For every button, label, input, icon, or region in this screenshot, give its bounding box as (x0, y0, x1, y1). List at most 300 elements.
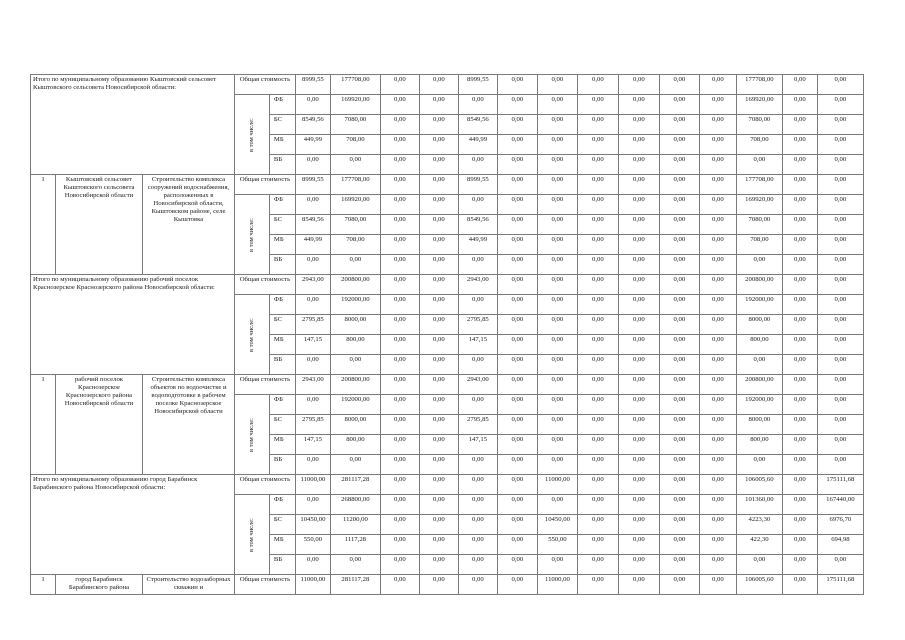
value-cell: 0,00 (577, 295, 618, 315)
value-cell: 0,00 (577, 155, 618, 175)
value-cell: 0,00 (817, 375, 863, 395)
value-cell: 0,00 (458, 535, 497, 555)
value-cell: 0,00 (618, 215, 659, 235)
total-cost-label: Общая стоимость (235, 275, 296, 295)
fund-type: БС (269, 415, 295, 435)
value-cell: 0,00 (618, 415, 659, 435)
value-cell: 0,00 (577, 275, 618, 295)
value-cell: 0,00 (659, 155, 699, 175)
value-cell: 0,00 (497, 315, 537, 335)
value-cell: 0,00 (380, 195, 419, 215)
municipality-name: Кыштовский сельсовет Кыштовского сельсовета Новосибирской области (56, 175, 143, 275)
value-cell: 0,00 (380, 515, 419, 535)
fund-type: ВБ (269, 555, 295, 575)
value-cell: 0,00 (618, 455, 659, 475)
value-cell: 0,00 (817, 195, 863, 215)
value-cell: 0,00 (659, 175, 699, 195)
value-cell: 101360,00 (736, 495, 782, 515)
municipality-name: рабочий поселок Краснозерское Краснозерского района Новосибирской области (56, 375, 143, 475)
value-cell: 0,00 (497, 135, 537, 155)
value-cell: 0,00 (577, 395, 618, 415)
value-cell: 800,00 (736, 435, 782, 455)
value-cell: 147,15 (458, 335, 497, 355)
value-cell: 200800,00 (330, 275, 380, 295)
value-cell: 192000,00 (736, 395, 782, 415)
value-cell: 0,00 (419, 275, 458, 295)
value-cell: 449,99 (458, 135, 497, 155)
value-cell: 268800,00 (330, 495, 380, 515)
value-cell: 167440,00 (817, 495, 863, 515)
value-cell: 0,00 (419, 335, 458, 355)
value-cell: 0,00 (659, 75, 699, 95)
value-cell: 0,00 (419, 75, 458, 95)
value-cell: 0,00 (497, 235, 537, 255)
value-cell: 0,00 (497, 155, 537, 175)
value-cell: 0,00 (618, 515, 659, 535)
value-cell: 0,00 (817, 335, 863, 355)
fund-type: МБ (269, 235, 295, 255)
value-cell: 0,00 (817, 235, 863, 255)
value-cell: 0,00 (419, 515, 458, 535)
value-cell: 0,00 (782, 495, 817, 515)
value-cell: 0,00 (782, 575, 817, 595)
value-cell: 8549,56 (458, 115, 497, 135)
value-cell: 0,00 (537, 455, 577, 475)
value-cell: 0,00 (699, 195, 736, 215)
value-cell: 8999,55 (458, 175, 497, 195)
value-cell: 0,00 (577, 235, 618, 255)
value-cell: 0,00 (817, 255, 863, 275)
value-cell: 0,00 (330, 355, 380, 375)
value-cell: 0,00 (659, 115, 699, 135)
value-cell: 192000,00 (330, 395, 380, 415)
value-cell: 0,00 (659, 375, 699, 395)
value-cell: 0,00 (782, 555, 817, 575)
row-number: 1 (31, 175, 56, 275)
value-cell: 0,00 (458, 195, 497, 215)
row-number: 1 (31, 375, 56, 475)
value-cell: 7080,00 (736, 215, 782, 235)
value-cell: 0,00 (295, 495, 330, 515)
value-cell: 0,00 (817, 455, 863, 475)
value-cell: 708,00 (736, 135, 782, 155)
value-cell: 0,00 (736, 255, 782, 275)
including-label: в том числе: (247, 117, 255, 152)
value-cell: 0,00 (419, 575, 458, 595)
value-cell: 0,00 (537, 155, 577, 175)
value-cell: 0,00 (537, 555, 577, 575)
value-cell: 147,15 (295, 335, 330, 355)
summary-row (31, 475, 864, 495)
value-cell: 0,00 (699, 135, 736, 155)
including-label: в том числе: (247, 217, 255, 252)
value-cell: 0,00 (699, 295, 736, 315)
value-cell: 0,00 (497, 75, 537, 95)
fund-type: ФБ (269, 295, 295, 315)
value-cell: 0,00 (537, 295, 577, 315)
value-cell: 0,00 (817, 395, 863, 415)
value-cell: 0,00 (380, 355, 419, 375)
value-cell: 8549,56 (295, 115, 330, 135)
value-cell: 2795,85 (295, 415, 330, 435)
value-cell: 0,00 (497, 255, 537, 275)
value-cell: 0,00 (295, 95, 330, 115)
value-cell: 0,00 (419, 195, 458, 215)
value-cell: 0,00 (577, 95, 618, 115)
value-cell: 11000,00 (295, 475, 330, 495)
value-cell: 175111,68 (817, 575, 863, 595)
value-cell: 449,99 (295, 135, 330, 155)
value-cell: 8999,55 (458, 75, 497, 95)
value-cell: 0,00 (782, 535, 817, 555)
total-cost-label: Общая стоимость (235, 375, 296, 395)
value-cell: 0,00 (419, 135, 458, 155)
value-cell: 0,00 (659, 435, 699, 455)
fund-type: МБ (269, 135, 295, 155)
value-cell: 11200,00 (330, 515, 380, 535)
value-cell: 177708,00 (330, 75, 380, 95)
value-cell: 11000,00 (537, 575, 577, 595)
table-row (31, 575, 864, 595)
value-cell: 8000,00 (330, 315, 380, 335)
fund-type: МБ (269, 535, 295, 555)
fund-type: ВБ (269, 455, 295, 475)
value-cell: 0,00 (295, 255, 330, 275)
value-cell: 0,00 (699, 155, 736, 175)
value-cell: 0,00 (659, 555, 699, 575)
value-cell: 0,00 (618, 535, 659, 555)
value-cell: 0,00 (577, 135, 618, 155)
value-cell: 708,00 (330, 235, 380, 255)
value-cell: 449,99 (295, 235, 330, 255)
value-cell: 0,00 (577, 335, 618, 355)
value-cell: 0,00 (659, 515, 699, 535)
value-cell: 0,00 (419, 295, 458, 315)
value-cell: 0,00 (577, 375, 618, 395)
project-description: Строительство водозаборных скважин и (143, 575, 235, 595)
value-cell: 0,00 (497, 495, 537, 515)
value-cell: 169920,00 (330, 95, 380, 115)
value-cell: 2943,00 (458, 275, 497, 295)
value-cell: 0,00 (458, 515, 497, 535)
value-cell: 0,00 (659, 415, 699, 435)
value-cell: 0,00 (618, 235, 659, 255)
value-cell: 0,00 (659, 275, 699, 295)
value-cell: 0,00 (659, 95, 699, 115)
value-cell: 0,00 (295, 355, 330, 375)
value-cell: 0,00 (497, 575, 537, 595)
value-cell: 0,00 (537, 135, 577, 155)
value-cell: 0,00 (699, 575, 736, 595)
value-cell: 169920,00 (736, 95, 782, 115)
value-cell: 0,00 (736, 355, 782, 375)
value-cell: 0,00 (817, 115, 863, 135)
value-cell: 0,00 (817, 75, 863, 95)
total-cost-label: Общая стоимость (235, 575, 296, 595)
value-cell: 0,00 (380, 395, 419, 415)
value-cell: 0,00 (699, 535, 736, 555)
value-cell: 0,00 (497, 175, 537, 195)
value-cell: 0,00 (458, 395, 497, 415)
total-cost-label: Общая стоимость (235, 75, 296, 95)
value-cell: 0,00 (659, 395, 699, 415)
value-cell: 0,00 (380, 555, 419, 575)
value-cell: 0,00 (736, 555, 782, 575)
value-cell: 0,00 (782, 215, 817, 235)
table-body (31, 75, 864, 595)
value-cell: 0,00 (782, 115, 817, 135)
value-cell: 0,00 (380, 475, 419, 495)
total-cost-label: Общая стоимость (235, 175, 296, 195)
value-cell: 0,00 (699, 415, 736, 435)
value-cell: 0,00 (537, 495, 577, 515)
value-cell: 0,00 (380, 75, 419, 95)
value-cell: 0,00 (497, 395, 537, 415)
value-cell: 0,00 (380, 535, 419, 555)
value-cell: 0,00 (497, 215, 537, 235)
value-cell: 0,00 (419, 315, 458, 335)
value-cell: 0,00 (497, 195, 537, 215)
value-cell: 0,00 (419, 375, 458, 395)
value-cell: 106005,60 (736, 475, 782, 495)
value-cell: 0,00 (577, 255, 618, 275)
value-cell: 0,00 (782, 155, 817, 175)
value-cell: 0,00 (817, 315, 863, 335)
value-cell: 0,00 (736, 455, 782, 475)
including-label: в том числе: (247, 417, 255, 452)
value-cell: 0,00 (618, 375, 659, 395)
value-cell: 0,00 (659, 235, 699, 255)
value-cell: 0,00 (537, 215, 577, 235)
value-cell: 0,00 (659, 295, 699, 315)
fund-type: БС (269, 115, 295, 135)
value-cell: 0,00 (817, 435, 863, 455)
value-cell: 0,00 (419, 495, 458, 515)
value-cell: 0,00 (380, 255, 419, 275)
value-cell: 0,00 (380, 215, 419, 235)
value-cell: 0,00 (817, 275, 863, 295)
value-cell: 0,00 (577, 475, 618, 495)
value-cell: 6976,70 (817, 515, 863, 535)
value-cell: 0,00 (380, 455, 419, 475)
value-cell: 0,00 (699, 235, 736, 255)
value-cell: 0,00 (577, 75, 618, 95)
value-cell: 0,00 (380, 295, 419, 315)
value-cell: 0,00 (699, 495, 736, 515)
value-cell: 0,00 (782, 375, 817, 395)
value-cell: 0,00 (618, 395, 659, 415)
value-cell: 0,00 (577, 555, 618, 575)
value-cell: 0,00 (497, 355, 537, 375)
including-label-cell (235, 95, 270, 175)
value-cell: 0,00 (295, 295, 330, 315)
value-cell: 0,00 (380, 495, 419, 515)
value-cell: 0,00 (782, 355, 817, 375)
value-cell: 0,00 (380, 435, 419, 455)
value-cell: 8549,56 (458, 215, 497, 235)
value-cell: 106005,60 (736, 575, 782, 595)
including-label-cell (235, 195, 270, 275)
value-cell: 8999,55 (295, 75, 330, 95)
fund-type: ВБ (269, 355, 295, 375)
value-cell: 0,00 (782, 335, 817, 355)
value-cell: 0,00 (782, 175, 817, 195)
value-cell: 800,00 (330, 335, 380, 355)
value-cell: 0,00 (659, 195, 699, 215)
value-cell: 169920,00 (330, 195, 380, 215)
value-cell: 0,00 (458, 295, 497, 315)
including-label: в том числе: (247, 517, 255, 552)
value-cell: 0,00 (330, 255, 380, 275)
value-cell: 0,00 (419, 475, 458, 495)
value-cell: 0,00 (782, 235, 817, 255)
value-cell: 0,00 (577, 215, 618, 235)
value-cell: 0,00 (618, 195, 659, 215)
value-cell: 0,00 (458, 155, 497, 175)
value-cell: 0,00 (618, 175, 659, 195)
value-cell: 0,00 (577, 195, 618, 215)
value-cell: 7080,00 (330, 215, 380, 235)
value-cell: 0,00 (295, 455, 330, 475)
value-cell: 550,00 (537, 535, 577, 555)
value-cell: 0,00 (659, 535, 699, 555)
value-cell: 0,00 (380, 415, 419, 435)
summary-row (31, 275, 864, 295)
value-cell: 0,00 (699, 355, 736, 375)
value-cell: 0,00 (699, 395, 736, 415)
value-cell: 0,00 (577, 515, 618, 535)
value-cell: 0,00 (419, 555, 458, 575)
value-cell: 0,00 (577, 455, 618, 475)
value-cell: 0,00 (458, 355, 497, 375)
value-cell: 10450,00 (537, 515, 577, 535)
value-cell: 0,00 (699, 315, 736, 335)
value-cell: 2795,85 (458, 415, 497, 435)
value-cell: 2943,00 (295, 275, 330, 295)
value-cell: 177708,00 (330, 175, 380, 195)
value-cell: 0,00 (618, 75, 659, 95)
value-cell: 0,00 (295, 195, 330, 215)
value-cell: 0,00 (699, 175, 736, 195)
value-cell: 0,00 (537, 195, 577, 215)
value-cell: 0,00 (618, 575, 659, 595)
value-cell: 0,00 (736, 155, 782, 175)
fund-type: МБ (269, 335, 295, 355)
value-cell: 200800,00 (736, 275, 782, 295)
value-cell: 0,00 (458, 575, 497, 595)
value-cell: 0,00 (537, 355, 577, 375)
value-cell: 11000,00 (295, 575, 330, 595)
value-cell: 708,00 (330, 135, 380, 155)
row-number: 1 (31, 575, 56, 595)
fund-type: БС (269, 515, 295, 535)
value-cell: 0,00 (380, 95, 419, 115)
value-cell: 0,00 (497, 555, 537, 575)
value-cell: 0,00 (380, 115, 419, 135)
value-cell: 0,00 (618, 255, 659, 275)
value-cell: 0,00 (659, 355, 699, 375)
value-cell: 0,00 (577, 415, 618, 435)
value-cell: 0,00 (618, 435, 659, 455)
project-description: Строительство комплекса объектов по водоочистке и водоподготовке в рабочем поселке Краснозерское Новосибирской области (143, 375, 235, 475)
value-cell: 0,00 (618, 115, 659, 135)
value-cell: 281117,28 (330, 475, 380, 495)
value-cell: 8000,00 (330, 415, 380, 435)
value-cell: 0,00 (817, 295, 863, 315)
value-cell: 0,00 (419, 535, 458, 555)
value-cell: 0,00 (618, 555, 659, 575)
value-cell: 0,00 (458, 255, 497, 275)
value-cell: 0,00 (817, 175, 863, 195)
value-cell: 0,00 (618, 495, 659, 515)
value-cell: 0,00 (380, 315, 419, 335)
budget-table (30, 74, 864, 595)
value-cell: 10450,00 (295, 515, 330, 535)
value-cell: 0,00 (659, 335, 699, 355)
value-cell: 0,00 (782, 255, 817, 275)
value-cell: 0,00 (782, 135, 817, 155)
value-cell: 0,00 (295, 395, 330, 415)
value-cell: 0,00 (577, 175, 618, 195)
value-cell: 694,98 (817, 535, 863, 555)
value-cell: 0,00 (419, 255, 458, 275)
value-cell: 7080,00 (736, 115, 782, 135)
value-cell: 0,00 (659, 455, 699, 475)
value-cell: 0,00 (380, 135, 419, 155)
value-cell: 0,00 (497, 275, 537, 295)
table-row (31, 375, 864, 395)
value-cell: 0,00 (419, 235, 458, 255)
value-cell: 0,00 (330, 155, 380, 175)
value-cell: 1117,28 (330, 535, 380, 555)
value-cell: 0,00 (699, 455, 736, 475)
value-cell: 0,00 (419, 115, 458, 135)
value-cell: 0,00 (782, 475, 817, 495)
value-cell: 0,00 (699, 255, 736, 275)
value-cell: 0,00 (380, 155, 419, 175)
value-cell: 4223,30 (736, 515, 782, 535)
value-cell: 0,00 (419, 435, 458, 455)
value-cell: 0,00 (659, 575, 699, 595)
value-cell: 0,00 (419, 415, 458, 435)
value-cell: 0,00 (618, 475, 659, 495)
value-cell: 0,00 (699, 435, 736, 455)
value-cell: 200800,00 (736, 375, 782, 395)
value-cell: 0,00 (330, 455, 380, 475)
value-cell: 147,15 (458, 435, 497, 455)
value-cell: 0,00 (380, 175, 419, 195)
value-cell: 0,00 (497, 295, 537, 315)
value-cell: 449,99 (458, 235, 497, 255)
value-cell: 0,00 (330, 555, 380, 575)
value-cell: 0,00 (817, 135, 863, 155)
value-cell: 0,00 (577, 535, 618, 555)
value-cell: 0,00 (497, 535, 537, 555)
fund-type: ФБ (269, 95, 295, 115)
value-cell: 2943,00 (295, 375, 330, 395)
value-cell: 2795,85 (295, 315, 330, 335)
value-cell: 0,00 (618, 275, 659, 295)
value-cell: 0,00 (458, 455, 497, 475)
value-cell: 0,00 (699, 515, 736, 535)
value-cell: 0,00 (659, 215, 699, 235)
including-label: в том числе: (247, 317, 255, 352)
value-cell: 0,00 (699, 335, 736, 355)
municipality-name: город Барабинск Барабинского района (56, 575, 143, 595)
value-cell: 0,00 (537, 75, 577, 95)
value-cell: 0,00 (618, 95, 659, 115)
value-cell: 0,00 (537, 395, 577, 415)
